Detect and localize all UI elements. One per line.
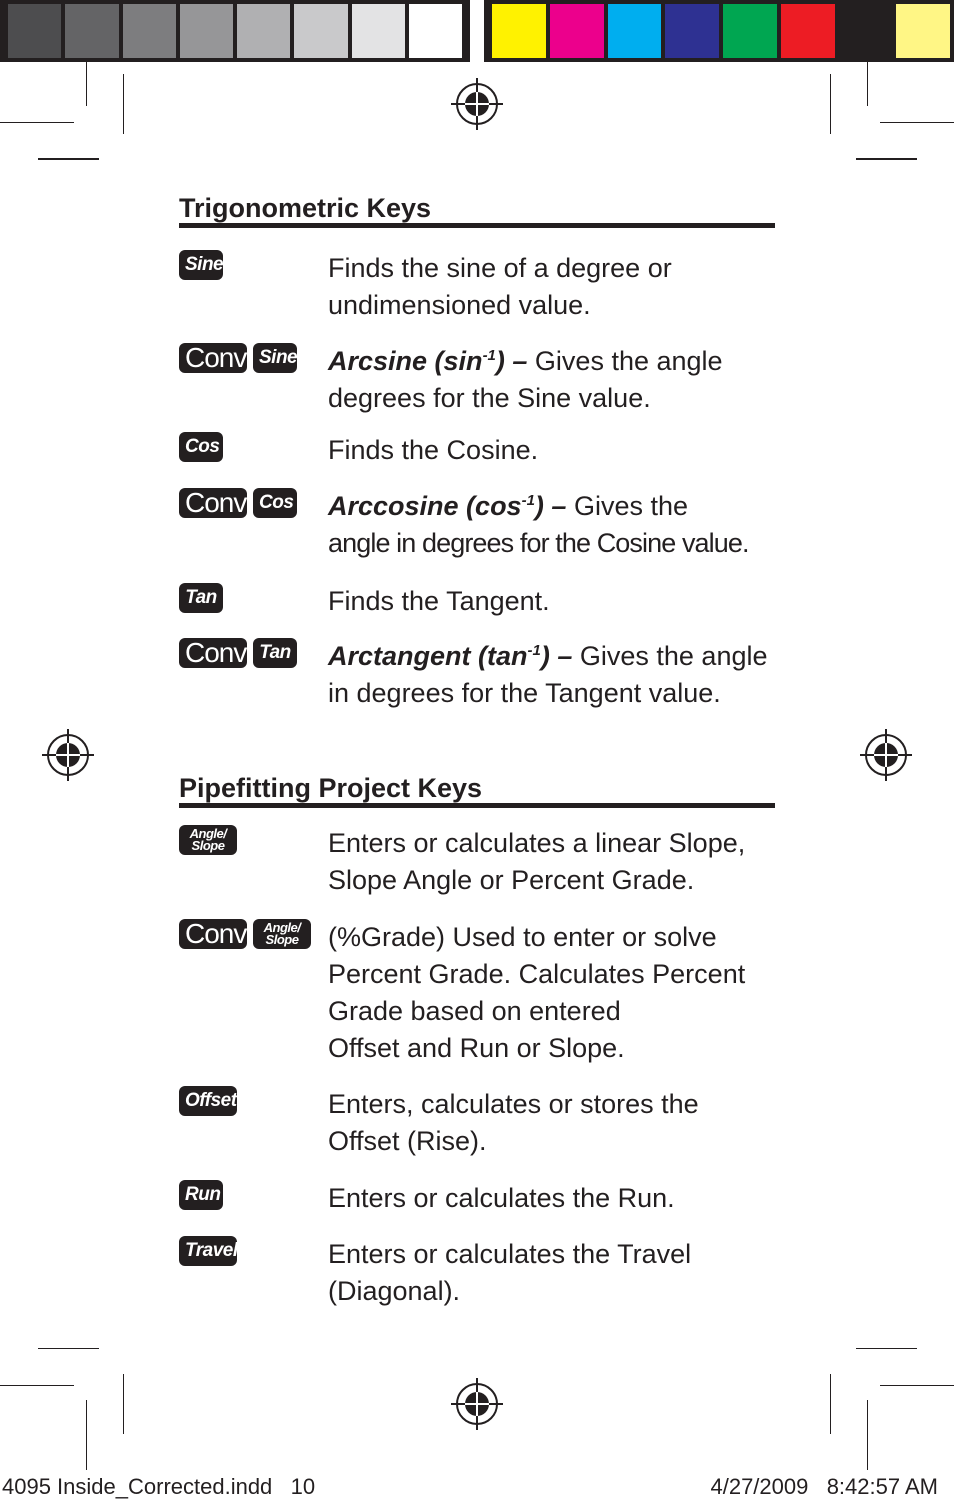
registration-mark-icon (449, 76, 505, 132)
crop-mark (856, 158, 917, 160)
registration-mark-icon (449, 1376, 505, 1432)
conv-key-icon: Conv (179, 919, 247, 949)
gray-swatch (409, 4, 462, 58)
section-title-pipefitting: Pipefitting Project Keys (179, 773, 775, 808)
crop-mark (856, 1348, 917, 1349)
crop-mark (123, 74, 124, 134)
registration-mark-icon (858, 727, 914, 783)
crop-mark (86, 62, 87, 106)
entry-description: (%Grade) Used to enter or solve Percent Grade. Calculates Percent Grade based on entered Offset and Run or Slope. (328, 922, 746, 1063)
crop-mark (830, 1374, 831, 1434)
entry-description: Enters, calculates or stores the Offset (Rise). (328, 1089, 699, 1156)
cos-key-icon: Cos (253, 488, 297, 518)
sine-key-icon: Sine (179, 250, 223, 280)
offset-key-icon: Offset (179, 1086, 237, 1116)
entry-description: Finds the Cosine. (328, 435, 539, 465)
crop-mark (38, 158, 99, 160)
light-yellow-swatch (896, 4, 950, 58)
gray-swatch (65, 4, 122, 58)
cyan-swatch (608, 4, 666, 58)
magenta-swatch (550, 4, 608, 58)
crop-mark (867, 1400, 868, 1470)
process-color-bar (484, 0, 954, 62)
crop-mark (38, 1348, 99, 1349)
conv-key-icon: Conv (179, 638, 247, 668)
gray-swatch (8, 4, 65, 58)
green-swatch (723, 4, 781, 58)
red-swatch (781, 4, 839, 58)
entry-description: Enters or calculates a linear Slope, Slope Angle or Percent Grade. (328, 828, 746, 895)
entry-description: Finds the Tangent. (328, 586, 550, 616)
sine-key-icon: Sine (253, 343, 297, 373)
blue-swatch (665, 4, 723, 58)
cos-key-icon: Cos (179, 432, 223, 462)
angle-slope-key-icon: Angle/ Slope (253, 919, 311, 949)
footer-timestamp: 4/27/2009 8:42:57 AM (710, 1474, 938, 1499)
section-title-trigonometric: Trigonometric Keys (179, 193, 775, 228)
gray-swatch (352, 4, 409, 58)
entry-description: Enters or calculates the Run. (328, 1183, 675, 1213)
black-swatch (839, 4, 897, 58)
crop-mark (86, 1400, 87, 1470)
crop-mark (0, 122, 74, 123)
crop-mark (0, 1385, 74, 1386)
grayscale-color-bar (0, 0, 470, 62)
travel-key-icon: Travel (179, 1236, 237, 1266)
crop-mark (830, 74, 831, 134)
entry-description: Enters or calculates the Travel (Diagonal). (328, 1239, 692, 1306)
tan-key-icon: Tan (253, 638, 297, 668)
conv-key-icon: Conv (179, 343, 247, 373)
tan-key-icon: Tan (179, 583, 223, 613)
gray-swatch (180, 4, 237, 58)
gray-swatch (294, 4, 351, 58)
term: Arccosine $(\cos^{-1})$ – (328, 491, 567, 521)
entry-description: Arctangent $(\tan^{-1})$ – Gives the angle in degrees for the Tangent value. (328, 641, 768, 708)
entry-description: Finds the sine of a degree or undimensioned value. (328, 253, 672, 320)
gray-swatch (237, 4, 294, 58)
crop-mark (880, 122, 954, 123)
term: Arctangent $(\tan^{-1})$ – (328, 641, 573, 671)
run-key-icon: Run (179, 1180, 223, 1210)
footer-file-name: 4095 Inside_Corrected.indd 10 (2, 1474, 316, 1499)
entry-description: Arccosine $(\cos^{-1})$ – Gives the angle in degrees for the Cosine value. (328, 491, 749, 558)
crop-mark (123, 1374, 124, 1434)
yellow-swatch (492, 4, 550, 58)
angle-slope-key-icon: Angle/ Slope (179, 825, 237, 855)
crop-mark (880, 1385, 954, 1386)
crop-mark (867, 62, 868, 106)
conv-key-icon: Conv (179, 488, 247, 518)
term: Arcsine $(\sin^{-1})$ – (328, 346, 528, 376)
entry-description: Arcsine $(\sin^{-1})$ – Gives the angle degrees for the Sine value. (328, 346, 723, 413)
gray-swatch (123, 4, 180, 58)
registration-mark-icon (40, 727, 96, 783)
